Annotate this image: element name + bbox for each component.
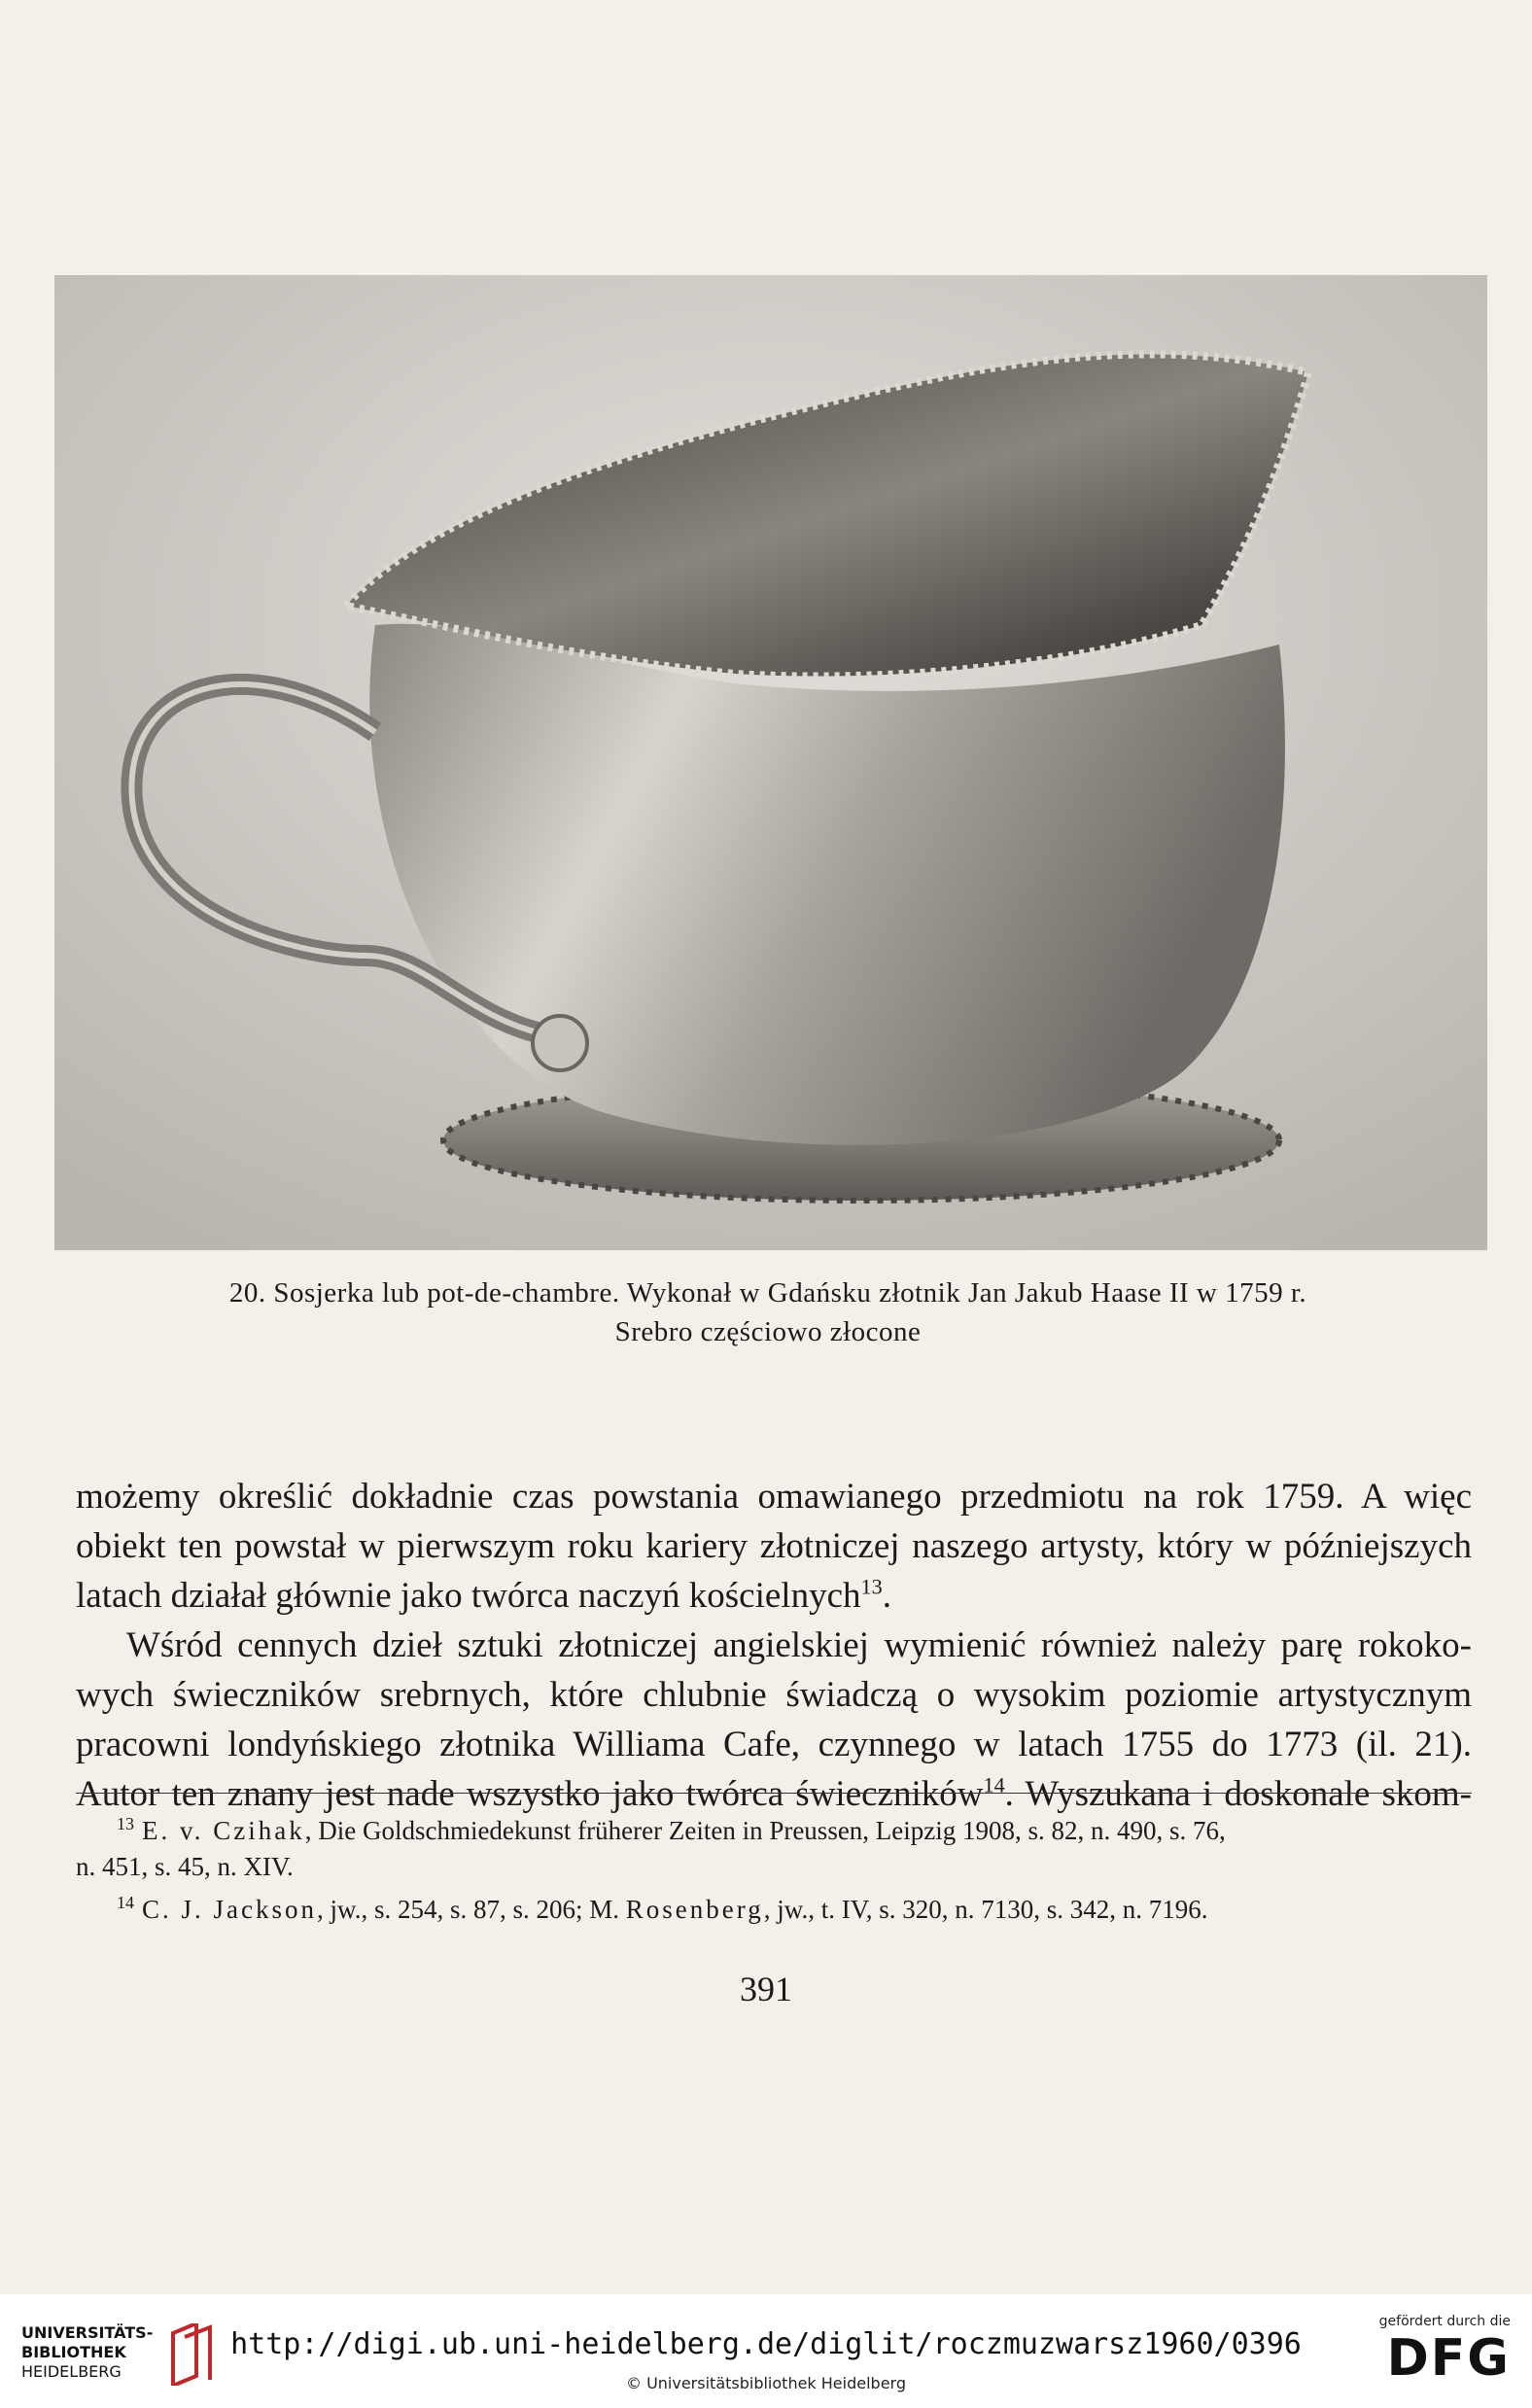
dfg-wordmark: DFG (1386, 2329, 1511, 2388)
body-line: latach działał głównie jako twórca naczyń kościelnych$^{13}$. (76, 1574, 891, 1616)
body-line: pracowni londyńskiego złotnika Williama Cafe, czynnego w latach 1755 do 1773 (il. 21). (76, 1725, 1472, 1764)
source-url[interactable] (0, 2327, 1532, 2361)
footnotes (76, 1806, 1472, 1928)
copyright-notice: © Universitätsbibliothek Heidelberg (625, 2374, 906, 2392)
footnote-ref-13[interactable]: 13 (860, 1574, 883, 1599)
sauce-boat-illustration (54, 275, 1487, 1250)
footnote-14: $^{14}$ C. J. Jackson, jw., s. 254, s. 87, s. 206; M. Rosenberg, jw., t. IV, s. 320, n. 7130, s. 342, n. 7196. (117, 1893, 1208, 1924)
caption-line-2: Srebro częściowo złocone (614, 1316, 922, 1347)
body-line: możemy określić dokładnie czas powstania omawianego przedmiotu na rok 1759. A więc (76, 1477, 1472, 1517)
body-line: obiekt ten powstał w pierwszym roku kariery złotniczej naszego artysty, który w późniejszych (76, 1526, 1472, 1566)
figure-caption (117, 1274, 1419, 1351)
photo-sauce-boat (54, 275, 1487, 1250)
footnote-ref-14[interactable]: 14 (983, 1772, 1005, 1797)
footer-bar (0, 2294, 1532, 2408)
body-line: wych świeczników srebrnych, które chlubnie świadczą o wysokim poziomie artystycznym (76, 1675, 1472, 1715)
source-link[interactable]: http://digi.ub.uni-heidelberg.de/diglit/roczmuzwarsz1960/0396 (230, 2327, 1302, 2361)
dfg-logo[interactable]: gefördert durch die DFG (1375, 2314, 1511, 2401)
paragraph-1 (76, 1472, 1472, 1621)
body-line: Wśród cennych dzieł sztuki złotniczej angielskiej wymienić również należy parę rokoko- (126, 1625, 1472, 1665)
footnote-divider (76, 1793, 1472, 1794)
body-line: Autor ten znany jest nade wszystko jako twórca świeczników$^{14}$. Wyszukana i doskonale skom- (76, 1772, 1472, 1814)
caption-line-1: 20. Sosjerka lub pot-de-chambre. Wykonał w Gdańsku złotnik Jan Jakub Haase II w 1759 r. (228, 1277, 1307, 1309)
university-library-logo[interactable]: UNIVERSITÄTS- BIBLIOTHEK HEIDELBERG (21, 2323, 216, 2391)
footnote-13-continued: n. 451, s. 45, n. XIV. (76, 1852, 294, 1881)
body-text (76, 1472, 1472, 1819)
paragraph-2 (76, 1621, 1472, 1819)
page-number: 391 (740, 1970, 792, 2008)
footnote-13: $^{13}$ E. v. Czihak, Die Goldschmiedekunst früherer Zeiten in Preussen, Leipzig 1908, s. 82, n. 490, s. 76, (117, 1814, 1226, 1845)
